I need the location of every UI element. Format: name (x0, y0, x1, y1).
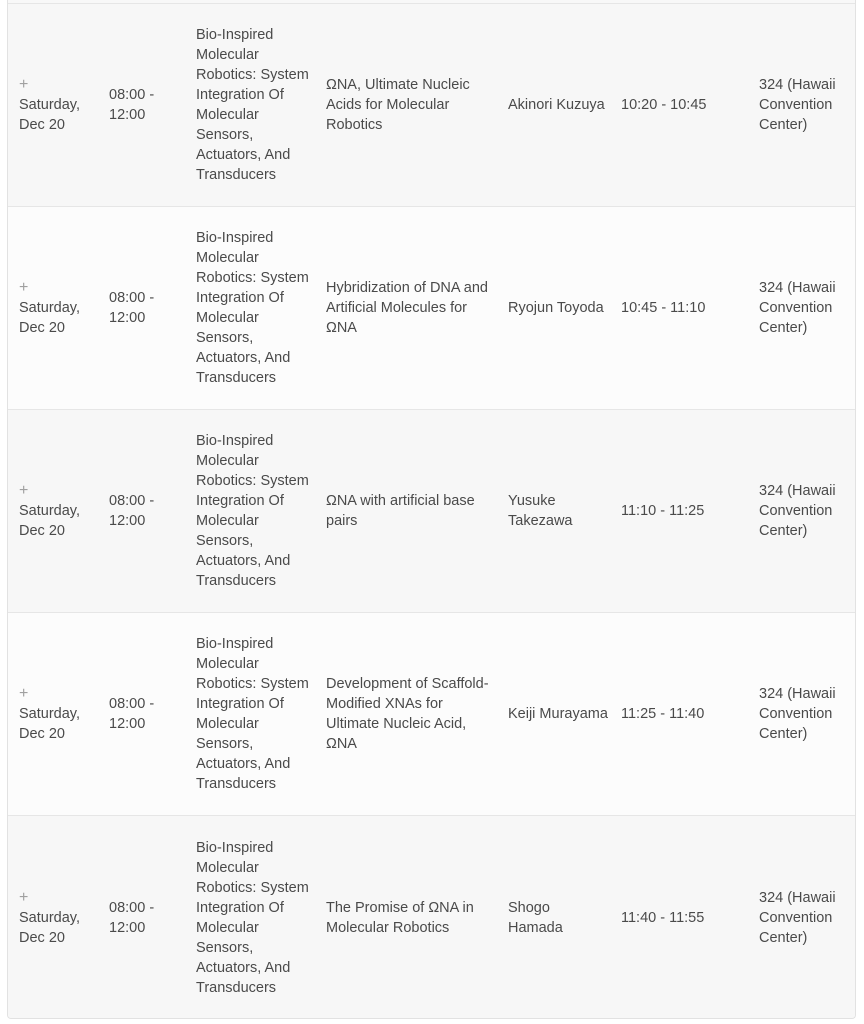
speaker-cell: Shogo Hamada (508, 899, 563, 936)
presentation-title-cell: The Promise of ΩNA in Molecular Robotics (326, 899, 474, 936)
table-row[interactable] (8, 207, 855, 410)
room-cell: 324 (Hawaii Convention Center) (759, 483, 836, 539)
date-text: Saturday, Dec 20 (19, 706, 80, 742)
plus-icon[interactable]: + (19, 76, 29, 93)
plus-icon[interactable]: + (19, 685, 29, 702)
date-cell (19, 888, 104, 948)
presentation-time-cell: 11:40 - 11:55 (621, 909, 705, 926)
session-name-cell: Bio-Inspired Molecular Robotics: System Integration Of Molecular Sensors, Actuators, And Transducers (196, 839, 309, 996)
session-time-cell: 08:00 - 12:00 (109, 899, 155, 936)
date-text: Saturday, Dec 20 (19, 97, 80, 133)
speaker-cell: Keiji Murayama (508, 706, 608, 722)
session-name-cell: Bio-Inspired Molecular Robotics: System Integration Of Molecular Sensors, Actuators, And Transducers (196, 230, 309, 386)
date-text: Saturday, Dec 20 (19, 300, 80, 336)
date-text: Saturday, Dec 20 (19, 503, 80, 539)
table-row[interactable] (8, 613, 855, 816)
room-cell: 324 (Hawaii Convention Center) (759, 686, 836, 742)
speaker-cell: Yusuke Takezawa (508, 493, 573, 529)
room-cell: 324 (Hawaii Convention Center) (759, 77, 836, 133)
session-time-cell: 08:00 - 12:00 (109, 290, 155, 326)
date-cell (19, 75, 104, 135)
session-time-cell: 08:00 - 12:00 (109, 493, 155, 529)
session-time-cell: 08:00 - 12:00 (109, 696, 155, 732)
date-text: Saturday, Dec 20 (19, 909, 80, 946)
session-name-cell: Bio-Inspired Molecular Robotics: System Integration Of Molecular Sensors, Actuators, And Transducers (196, 433, 309, 589)
presentation-title-cell: ΩNA with artificial base pairs (326, 493, 475, 529)
date-cell (19, 278, 104, 338)
presentation-time-cell: 11:25 - 11:40 (621, 706, 705, 722)
plus-icon[interactable]: + (19, 888, 29, 906)
presentation-time-cell: 10:45 - 11:10 (621, 300, 706, 316)
session-time-cell: 08:00 - 12:00 (109, 87, 155, 123)
date-cell (19, 684, 104, 744)
presentation-time-cell: 11:10 - 11:25 (621, 503, 705, 519)
presentation-title-cell: Development of Scaffold-Modified XNAs for Ultimate Nucleic Acid, ΩNA (326, 676, 489, 752)
speaker-cell: Ryojun Toyoda (508, 300, 604, 316)
table-row[interactable] (8, 410, 855, 613)
table-row[interactable] (8, 816, 855, 1019)
speaker-cell: Akinori Kuzuya (508, 97, 605, 113)
presentation-title-cell: Hybridization of DNA and Artificial Molecules for ΩNA (326, 280, 488, 336)
table-row[interactable] (8, 4, 855, 207)
plus-icon[interactable]: + (19, 279, 29, 296)
session-name-cell: Bio-Inspired Molecular Robotics: System Integration Of Molecular Sensors, Actuators, And Transducers (196, 27, 309, 183)
schedule-table (7, 0, 856, 1019)
plus-icon[interactable]: + (19, 482, 29, 499)
room-cell: 324 (Hawaii Convention Center) (759, 889, 836, 946)
session-name-cell: Bio-Inspired Molecular Robotics: System Integration Of Molecular Sensors, Actuators, And Transducers (196, 636, 309, 792)
presentation-title-cell: ΩNA, Ultimate Nucleic Acids for Molecular Robotics (326, 77, 470, 133)
room-cell: 324 (Hawaii Convention Center) (759, 280, 836, 336)
date-cell (19, 481, 104, 541)
presentation-time-cell: 10:20 - 10:45 (621, 97, 707, 113)
